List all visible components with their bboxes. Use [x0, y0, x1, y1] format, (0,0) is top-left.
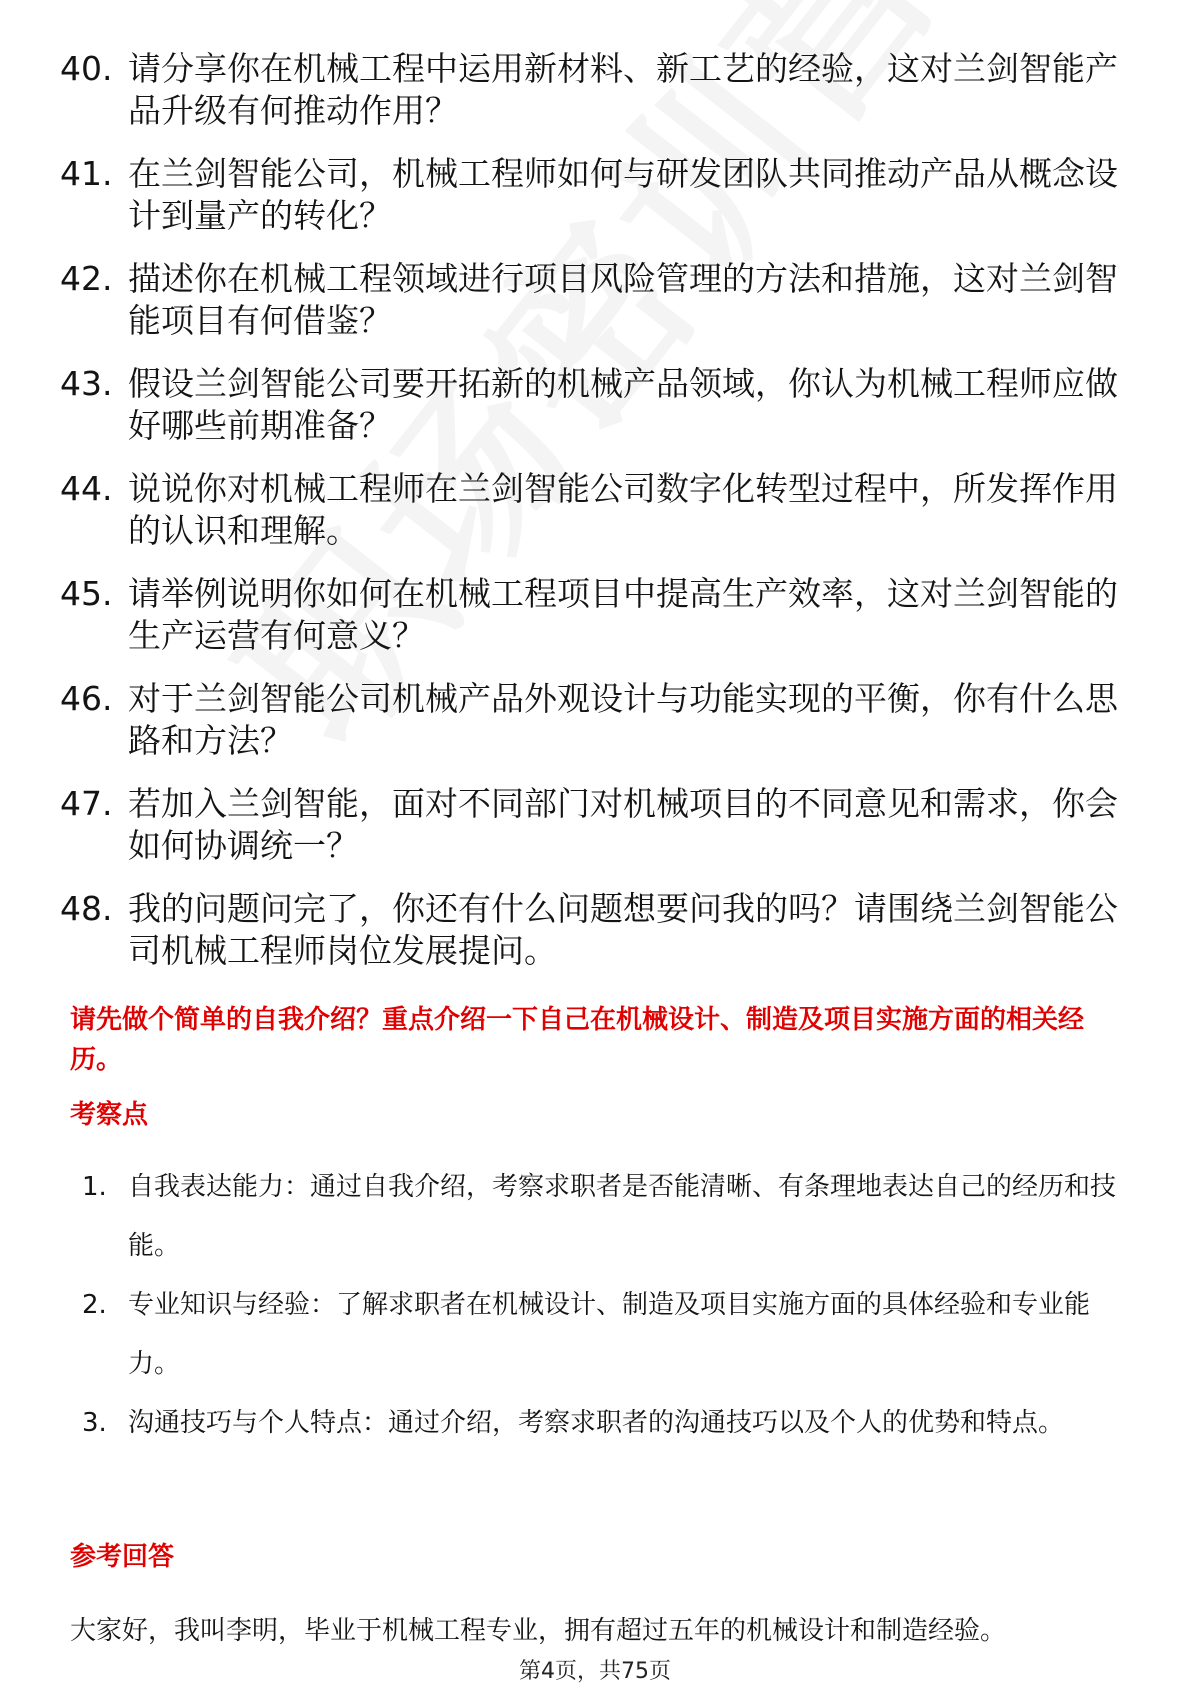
question-number: 41.	[60, 154, 113, 193]
list-item	[60, 363, 1130, 447]
points-title: 考察点	[70, 1100, 149, 1130]
list-item	[82, 1158, 1122, 1276]
list-item	[60, 153, 1130, 237]
question-number: 42.	[60, 259, 113, 298]
answer-text: 大家好，我叫李明，毕业于机械工程专业，拥有超过五年的机械设计和制造经验。	[70, 1616, 1007, 1646]
list-item	[60, 783, 1130, 867]
question-number: 45.	[60, 574, 113, 613]
question-number: 47.	[60, 784, 113, 823]
page-number: 第4页，共75页	[519, 1659, 671, 1684]
list-item	[60, 888, 1130, 972]
point-number: 2.	[82, 1290, 107, 1320]
list-item	[60, 678, 1130, 762]
question-number: 43.	[60, 364, 113, 403]
question-text: 请分享你在机械工程中运用新材料、新工艺的经验，这对兰剑智能产品升级有何推动作用？	[128, 49, 1118, 130]
list-item	[60, 468, 1130, 552]
question-number: 48.	[60, 889, 113, 928]
question-number: 44.	[60, 469, 113, 508]
question-text: 说说你对机械工程师在兰剑智能公司数字化转型过程中，所发挥作用的认识和理解。	[128, 469, 1118, 550]
question-text: 在兰剑智能公司，机械工程师如何与研发团队共同推动产品从概念设计到量产的转化？	[128, 154, 1118, 235]
point-number: 1.	[82, 1172, 107, 1202]
question-list	[60, 48, 1130, 993]
point-text: 专业知识与经验：了解求职者在机械设计、制造及项目实施方面的具体经验和专业能力。	[128, 1290, 1091, 1379]
point-text: 自我表达能力：通过自我介绍，考察求职者是否能清晰、有条理地表达自己的经历和技能。	[128, 1172, 1117, 1261]
question-number: 40.	[60, 49, 113, 88]
question-text: 若加入兰剑智能，面对不同部门对机械项目的不同意见和需求，你会如何协调统一？	[128, 784, 1118, 865]
answer-title: 参考回答	[70, 1542, 175, 1572]
question-text: 我的问题问完了，你还有什么问题想要问我的吗？请围绕兰剑智能公司机械工程师岗位发展提问。	[128, 889, 1118, 970]
question-text: 对于兰剑智能公司机械产品外观设计与功能实现的平衡，你有什么思路和方法？	[128, 679, 1118, 760]
list-item	[60, 573, 1130, 657]
question-text: 假设兰剑智能公司要开拓新的机械产品领域，你认为机械工程师应做好哪些前期准备？	[128, 364, 1118, 445]
question-text: 请举例说明你如何在机械工程项目中提高生产效率，这对兰剑智能的生产运营有何意义？	[128, 574, 1118, 655]
section-heading: 请先做个简单的自我介绍？重点介绍一下自己在机械设计、制造及项目实施方面的相关经历。	[70, 1005, 1085, 1075]
points-list	[82, 1158, 1122, 1453]
list-item	[60, 258, 1130, 342]
point-text: 沟通技巧与个人特点：通过介绍，考察求职者的沟通技巧以及个人的优势和特点。	[128, 1408, 1065, 1438]
list-item	[82, 1394, 1122, 1453]
list-item	[82, 1276, 1122, 1394]
question-number: 46.	[60, 679, 113, 718]
list-item	[60, 48, 1130, 132]
question-text: 描述你在机械工程领域进行项目风险管理的方法和措施，这对兰剑智能项目有何借鉴？	[128, 259, 1118, 340]
point-number: 3.	[82, 1408, 107, 1438]
